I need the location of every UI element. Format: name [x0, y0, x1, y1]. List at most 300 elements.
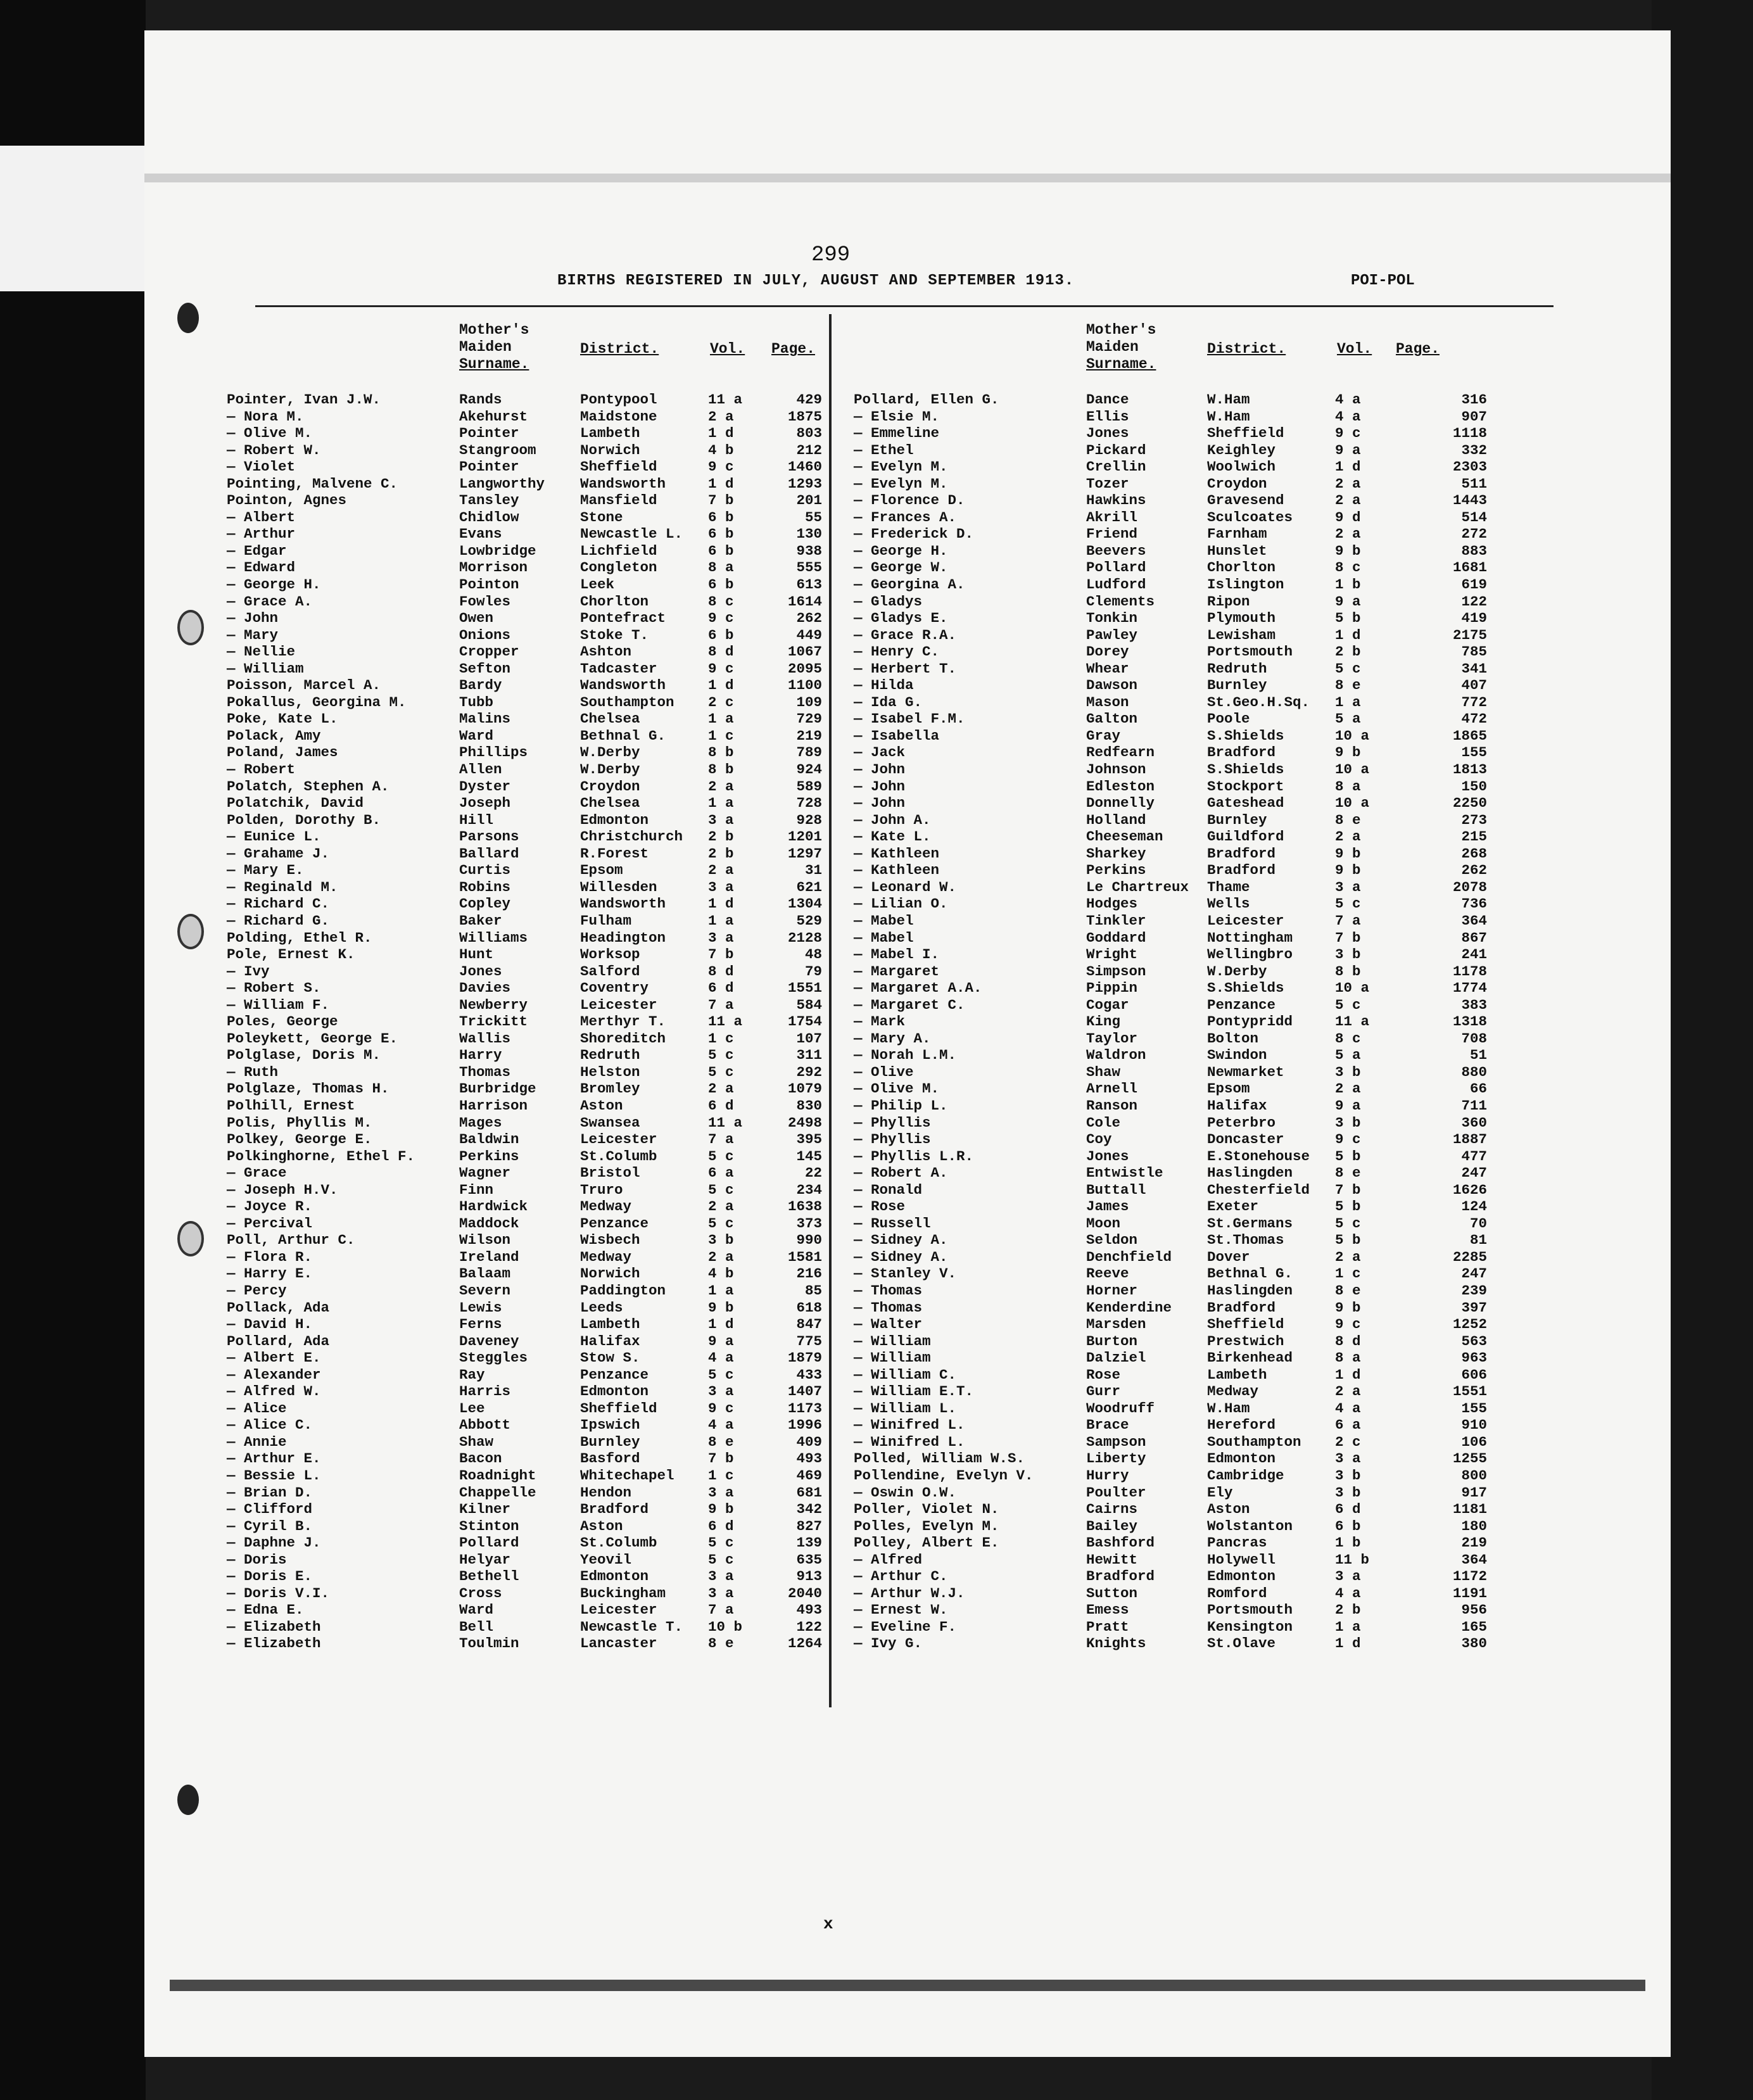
- mother-maiden-surname: Johnson: [1086, 761, 1146, 778]
- entry-name: — Elizabeth: [227, 1618, 321, 1635]
- mother-maiden-surname: Clements: [1086, 593, 1155, 610]
- register-entry: [854, 559, 1487, 576]
- page-ref: 122: [796, 1618, 822, 1635]
- binder-hole: [177, 610, 204, 645]
- volume: 9 a: [1335, 441, 1361, 459]
- page-ref: 1264: [787, 1635, 822, 1652]
- page-ref: 2175: [1452, 626, 1487, 643]
- mother-maiden-surname: Wallis: [459, 1030, 511, 1047]
- volume: 5 c: [708, 1181, 734, 1198]
- mother-maiden-surname: Allen: [459, 761, 502, 778]
- register-entry: [227, 1383, 822, 1400]
- page-ref: 429: [796, 391, 822, 408]
- mother-maiden-surname: Denchfield: [1086, 1248, 1172, 1265]
- volume: 5 b: [1335, 1198, 1361, 1215]
- entry-name: Pollendine, Evelyn V.: [854, 1467, 1034, 1484]
- page-ref: 433: [796, 1366, 822, 1383]
- mother-maiden-surname: Evans: [459, 526, 502, 543]
- page-ref: 2128: [787, 929, 822, 946]
- mother-maiden-surname: Bell: [459, 1618, 494, 1635]
- district: Leicester: [580, 1131, 657, 1148]
- mother-maiden-surname: Phillips: [459, 744, 528, 761]
- register-entry: [854, 677, 1487, 694]
- district: S.Shields: [1207, 761, 1284, 778]
- district: Gateshead: [1207, 795, 1284, 812]
- entry-name: — Mary: [227, 626, 279, 643]
- page-ref: 107: [796, 1030, 822, 1047]
- mother-maiden-surname: Cole: [1086, 1114, 1121, 1131]
- entry-name: — Grahame J.: [227, 845, 330, 862]
- entry-name: — Mary A.: [854, 1030, 931, 1047]
- entry-name: — Russell: [854, 1215, 931, 1232]
- page-ref: 216: [796, 1265, 822, 1282]
- district: Romford: [1207, 1584, 1267, 1602]
- entry-name: — Richard G.: [227, 912, 330, 929]
- volume: 8 d: [708, 643, 734, 661]
- entry-name: — John: [854, 778, 906, 795]
- register-entry: [854, 391, 1487, 408]
- district: Doncaster: [1207, 1131, 1284, 1148]
- entry-name: — Harry E.: [227, 1265, 313, 1282]
- entry-name: — Clifford: [227, 1501, 313, 1518]
- volume: 9 c: [1335, 1316, 1361, 1333]
- entry-name: Pointon, Agnes: [227, 492, 347, 509]
- entry-name: — Margaret A.A.: [854, 980, 982, 997]
- register-entry: [227, 1484, 822, 1502]
- mother-maiden-surname: King: [1086, 1013, 1121, 1030]
- district: Wolstanton: [1207, 1517, 1293, 1534]
- district: Haslingden: [1207, 1282, 1293, 1299]
- district: Christchurch: [580, 828, 683, 845]
- district: Bradford: [1207, 1299, 1276, 1316]
- volume: 8 e: [1335, 1282, 1361, 1299]
- register-entry: [227, 862, 822, 879]
- header-district-right: District.: [1207, 341, 1286, 357]
- district: Edmonton: [1207, 1450, 1276, 1467]
- district: Worksop: [580, 946, 640, 963]
- entry-name: — Cyril B.: [227, 1517, 313, 1534]
- volume: 11 a: [1335, 1013, 1370, 1030]
- page-ref: 2078: [1452, 878, 1487, 895]
- volume: 8 b: [708, 761, 734, 778]
- district: Croydon: [1207, 475, 1267, 492]
- entry-name: — Olive: [854, 1063, 914, 1080]
- page-ref: 2498: [787, 1114, 822, 1131]
- mother-maiden-surname: Stangroom: [459, 441, 536, 459]
- register-entry: [227, 1619, 822, 1636]
- mother-maiden-surname: Dalziel: [1086, 1350, 1146, 1367]
- volume: 5 c: [1335, 1215, 1361, 1232]
- district: Holywell: [1207, 1551, 1276, 1568]
- register-entry: [854, 930, 1487, 947]
- register-entry: [227, 643, 822, 661]
- mother-maiden-surname: Hawkins: [1086, 492, 1146, 509]
- entry-name: — Ronald: [854, 1181, 923, 1198]
- page-ref: 785: [1461, 643, 1487, 661]
- mother-maiden-surname: Mason: [1086, 693, 1129, 711]
- volume: 8 d: [1335, 1332, 1361, 1350]
- entry-name: — Arthur C.: [854, 1568, 948, 1585]
- volume: 9 b: [1335, 744, 1361, 761]
- mother-maiden-surname: Arnell: [1086, 1080, 1138, 1097]
- entry-name: — Olive M.: [227, 425, 313, 442]
- volume: 2 a: [708, 408, 734, 425]
- district: Croydon: [580, 778, 640, 795]
- volume: 1 c: [708, 1467, 734, 1484]
- entry-name: — Leonard W.: [854, 878, 957, 895]
- page-ref: 1181: [1452, 1501, 1487, 1518]
- register-entry: [854, 1484, 1487, 1502]
- mother-maiden-surname: Burton: [1086, 1332, 1138, 1350]
- page-ref: 1443: [1452, 492, 1487, 509]
- district: Portsmouth: [1207, 1602, 1293, 1619]
- district: St.Germans: [1207, 1215, 1293, 1232]
- mother-maiden-surname: Jones: [1086, 1148, 1129, 1165]
- entry-name: — Richard C.: [227, 895, 330, 913]
- register-entry: [854, 1097, 1487, 1115]
- entry-name: Polles, Evelyn M.: [854, 1517, 999, 1534]
- register-entry: [227, 895, 822, 913]
- register-entry: [227, 980, 822, 997]
- page-ref: 2040: [787, 1584, 822, 1602]
- register-entry: [227, 1400, 822, 1417]
- register-entry: [227, 543, 822, 560]
- page-ref: 963: [1461, 1350, 1487, 1367]
- page-ref: 729: [796, 711, 822, 728]
- register-entry: [854, 593, 1487, 610]
- register-entry: [854, 1467, 1487, 1484]
- entry-name: — Phyllis L.R.: [854, 1148, 974, 1165]
- volume: 8 e: [708, 1635, 734, 1652]
- page-ref: 1067: [787, 643, 822, 661]
- register-entry: [854, 543, 1487, 560]
- volume: 10 a: [1335, 980, 1370, 997]
- register-entry: [227, 1165, 822, 1182]
- district: Gravesend: [1207, 492, 1284, 509]
- mother-maiden-surname: Shaw: [459, 1433, 494, 1450]
- page-ref: 1681: [1452, 559, 1487, 576]
- entry-name: — Grace R.A.: [854, 626, 957, 643]
- district: Hendon: [580, 1484, 632, 1501]
- register-entry: [227, 1115, 822, 1132]
- page-ref: 514: [1461, 509, 1487, 526]
- volume: 2 b: [708, 845, 734, 862]
- mother-maiden-surname: Cross: [459, 1584, 502, 1602]
- header-mothers-left: [459, 322, 529, 373]
- page-ref: 360: [1461, 1114, 1487, 1131]
- volume: 8 b: [1335, 963, 1361, 980]
- volume: 1 a: [708, 912, 734, 929]
- entry-name: Polatchik, David: [227, 795, 364, 812]
- register-entry: [854, 1417, 1487, 1434]
- district: Ely: [1207, 1484, 1233, 1501]
- volume: 3 b: [1335, 1484, 1361, 1501]
- index-range: POI-POL: [1351, 272, 1415, 289]
- register-entry: [854, 627, 1487, 644]
- register-entry: [854, 1552, 1487, 1569]
- mother-maiden-surname: Wilson: [459, 1232, 511, 1249]
- register-entry: [227, 1282, 822, 1300]
- mother-maiden-surname: Onions: [459, 626, 511, 643]
- register-entry: [227, 408, 822, 426]
- district: Congleton: [580, 559, 657, 576]
- entry-name: Pollack, Ada: [227, 1299, 330, 1316]
- header-page-left: Page.: [771, 341, 816, 357]
- header-district-left: District.: [580, 341, 659, 357]
- page-ref: 928: [796, 811, 822, 828]
- volume: 11 a: [708, 391, 743, 408]
- entry-name: — Oswin O.W.: [854, 1484, 957, 1501]
- page-ref: 472: [1461, 711, 1487, 728]
- district: Stone: [580, 509, 623, 526]
- entry-name: — Margaret C.: [854, 996, 965, 1013]
- page-number: 299: [811, 243, 851, 267]
- entry-name: — Joyce R.: [227, 1198, 313, 1215]
- volume: 1 a: [708, 711, 734, 728]
- entry-name: — Doris: [227, 1551, 287, 1568]
- volume: 2 a: [1335, 492, 1361, 509]
- register-entry: [854, 711, 1487, 728]
- binder-hole: [177, 914, 204, 949]
- district: Bethnal G.: [580, 727, 666, 744]
- register-entry: [854, 476, 1487, 493]
- mother-maiden-surname: Tinkler: [1086, 912, 1146, 929]
- register-entry: [227, 442, 822, 459]
- header-mothers-line1: Mother's: [459, 322, 529, 338]
- left-column-entries: [227, 391, 822, 1652]
- entry-name: — Robert W.: [227, 441, 321, 459]
- volume: 6 b: [708, 542, 734, 559]
- entry-name: — Alfred W.: [227, 1383, 321, 1400]
- entry-name: — William L.: [854, 1400, 957, 1417]
- volume: 3 a: [708, 811, 734, 828]
- district: Stockport: [1207, 778, 1284, 795]
- page-ref: 917: [1461, 1484, 1487, 1501]
- district: Edmonton: [1207, 1568, 1276, 1585]
- volume: 4 b: [708, 1265, 734, 1282]
- volume: 2 a: [708, 1080, 734, 1097]
- volume: 3 a: [708, 1484, 734, 1501]
- register-entry: [227, 930, 822, 947]
- district: Shoreditch: [580, 1030, 666, 1047]
- register-entry: [854, 795, 1487, 812]
- page-ref: 165: [1461, 1618, 1487, 1635]
- page-ref: 847: [796, 1316, 822, 1333]
- mother-maiden-surname: Ballard: [459, 845, 519, 862]
- district: Guildford: [1207, 828, 1284, 845]
- mother-maiden-surname: Fowles: [459, 593, 511, 610]
- district: Willesden: [580, 878, 657, 895]
- page-ref: 619: [1461, 576, 1487, 593]
- volume: 3 a: [708, 929, 734, 946]
- page-ref: 341: [1461, 660, 1487, 677]
- district: Southampton: [580, 693, 674, 711]
- page-ref: 79: [804, 963, 822, 980]
- volume: 5 c: [708, 1148, 734, 1165]
- district: Hunslet: [1207, 542, 1267, 559]
- register-entry: [227, 1585, 822, 1602]
- register-entry: [854, 643, 1487, 661]
- volume: 9 b: [1335, 845, 1361, 862]
- header-vol-right: Vol.: [1337, 341, 1372, 357]
- district: Bradford: [1207, 862, 1276, 879]
- register-entry: [854, 1215, 1487, 1232]
- page-ref: 1191: [1452, 1584, 1487, 1602]
- volume: 9 c: [708, 660, 734, 677]
- volume: 8 b: [708, 744, 734, 761]
- entry-name: — Flora R.: [227, 1248, 313, 1265]
- mother-maiden-surname: Simpson: [1086, 963, 1146, 980]
- page-ref: 606: [1461, 1366, 1487, 1383]
- volume: 6 d: [708, 1097, 734, 1114]
- page-ref: 1614: [787, 593, 822, 610]
- entry-name: — William C.: [854, 1366, 957, 1383]
- register-entry: [227, 997, 822, 1014]
- volume: 9 c: [1335, 1131, 1361, 1148]
- entry-name: — Hilda: [854, 677, 914, 694]
- district: Aston: [580, 1517, 623, 1534]
- entry-name: Pointer, Ivan J.W.: [227, 391, 381, 408]
- entry-name: — Daphne J.: [227, 1534, 321, 1552]
- register-entry: [854, 1182, 1487, 1199]
- volume: 9 a: [1335, 593, 1361, 610]
- mother-maiden-surname: Cogar: [1086, 996, 1129, 1013]
- mother-maiden-surname: Baldwin: [459, 1131, 519, 1148]
- volume: 11 b: [1335, 1551, 1370, 1568]
- district: Kensington: [1207, 1618, 1293, 1635]
- page-ref: 907: [1461, 408, 1487, 425]
- mother-maiden-surname: Sampson: [1086, 1433, 1146, 1450]
- volume: 4 a: [708, 1417, 734, 1434]
- page-ref: 273: [1461, 811, 1487, 828]
- entry-name: — Norah L.M.: [854, 1047, 957, 1064]
- entry-name: Polled, William W.S.: [854, 1450, 1025, 1467]
- entry-name: — Jack: [854, 744, 906, 761]
- entry-name: — Isabel F.M.: [854, 711, 965, 728]
- mother-maiden-surname: Cheeseman: [1086, 828, 1163, 845]
- volume: 3 a: [1335, 1450, 1361, 1467]
- page-ref: 212: [796, 441, 822, 459]
- district: Plymouth: [1207, 610, 1276, 627]
- page-ref: 247: [1461, 1165, 1487, 1182]
- district: Truro: [580, 1181, 623, 1198]
- district: Portsmouth: [1207, 643, 1293, 661]
- register-entry: [854, 1602, 1487, 1619]
- district: Merthyr T.: [580, 1013, 666, 1030]
- register-entry: [227, 778, 822, 795]
- volume: 5 c: [708, 1215, 734, 1232]
- mother-maiden-surname: Wright: [1086, 946, 1138, 963]
- page-ref: 511: [1461, 475, 1487, 492]
- page-ref: 613: [796, 576, 822, 593]
- mother-maiden-surname: Daveney: [459, 1332, 519, 1350]
- district: Dover: [1207, 1248, 1250, 1265]
- register-entry: [854, 997, 1487, 1014]
- mother-maiden-surname: Curtis: [459, 862, 511, 879]
- register-entry: [227, 610, 822, 627]
- mother-maiden-surname: Reeve: [1086, 1265, 1129, 1282]
- register-entry: [854, 1232, 1487, 1249]
- mother-maiden-surname: Ferns: [459, 1316, 502, 1333]
- entry-name: — Reginald M.: [227, 878, 338, 895]
- district: Leek: [580, 576, 615, 593]
- register-entry: [854, 1333, 1487, 1350]
- district: Epsom: [1207, 1080, 1250, 1097]
- volume: 2 a: [1335, 1248, 1361, 1265]
- entry-name: — Frederick D.: [854, 526, 974, 543]
- volume: 3 a: [708, 1568, 734, 1585]
- volume: 4 a: [1335, 1400, 1361, 1417]
- page-title: BIRTHS REGISTERED IN JULY, AUGUST AND SEPTEMBER 1913.: [557, 272, 1075, 289]
- mother-maiden-surname: Bardy: [459, 677, 502, 694]
- district: Islington: [1207, 576, 1284, 593]
- district: Chelsea: [580, 711, 640, 728]
- register-entry: [227, 1131, 822, 1148]
- register-entry: [227, 1013, 822, 1030]
- entry-name: — Mabel I.: [854, 946, 940, 963]
- page-ref: 219: [1461, 1534, 1487, 1552]
- register-page: [144, 30, 1671, 2057]
- entry-name: — Arthur W.J.: [854, 1584, 965, 1602]
- entry-name: — Phyllis: [854, 1114, 931, 1131]
- volume: 5 b: [1335, 1148, 1361, 1165]
- page-ref: 910: [1461, 1417, 1487, 1434]
- register-entry: [227, 1367, 822, 1384]
- district: S.Shields: [1207, 727, 1284, 744]
- entry-name: — Arthur: [227, 526, 296, 543]
- register-entry: [227, 812, 822, 829]
- volume: 9 a: [1335, 1097, 1361, 1114]
- page-ref: 2250: [1452, 795, 1487, 812]
- volume: 6 b: [708, 509, 734, 526]
- page-ref: 409: [796, 1433, 822, 1450]
- volume: 9 b: [1335, 1299, 1361, 1316]
- mother-maiden-surname: Toulmin: [459, 1635, 519, 1652]
- page-ref: 1178: [1452, 963, 1487, 980]
- mother-maiden-surname: Thomas: [459, 1063, 511, 1080]
- volume: 8 c: [1335, 1030, 1361, 1047]
- mother-maiden-surname: Rose: [1086, 1366, 1121, 1383]
- mother-maiden-surname: Pickard: [1086, 441, 1146, 459]
- volume: 8 e: [1335, 677, 1361, 694]
- mother-maiden-surname: Pawley: [1086, 626, 1138, 643]
- mother-maiden-surname: Mages: [459, 1114, 502, 1131]
- volume: 5 c: [708, 1534, 734, 1552]
- page-ref: 1173: [787, 1400, 822, 1417]
- volume: 2 b: [708, 828, 734, 845]
- volume: 2 c: [708, 693, 734, 711]
- page-ref: 106: [1461, 1433, 1487, 1450]
- entry-name: — Mark: [854, 1013, 906, 1030]
- district: Penzance: [580, 1366, 649, 1383]
- entry-name: — Eveline F.: [854, 1618, 957, 1635]
- column-divider: [829, 314, 832, 1707]
- entry-name: Polhill, Ernest: [227, 1097, 355, 1114]
- entry-name: — Albert: [227, 509, 296, 526]
- register-entry: [854, 862, 1487, 879]
- page-ref: 380: [1461, 1635, 1487, 1652]
- register-entry: [854, 895, 1487, 913]
- page-ref: 803: [796, 425, 822, 442]
- page-ref: 708: [1461, 1030, 1487, 1047]
- page-ref: 589: [796, 778, 822, 795]
- register-entry: [854, 1434, 1487, 1451]
- register-entry: [854, 1148, 1487, 1165]
- district: R.Forest: [580, 845, 649, 862]
- volume: 2 a: [708, 1248, 734, 1265]
- page-ref: 1996: [787, 1417, 822, 1434]
- district: Tadcaster: [580, 660, 657, 677]
